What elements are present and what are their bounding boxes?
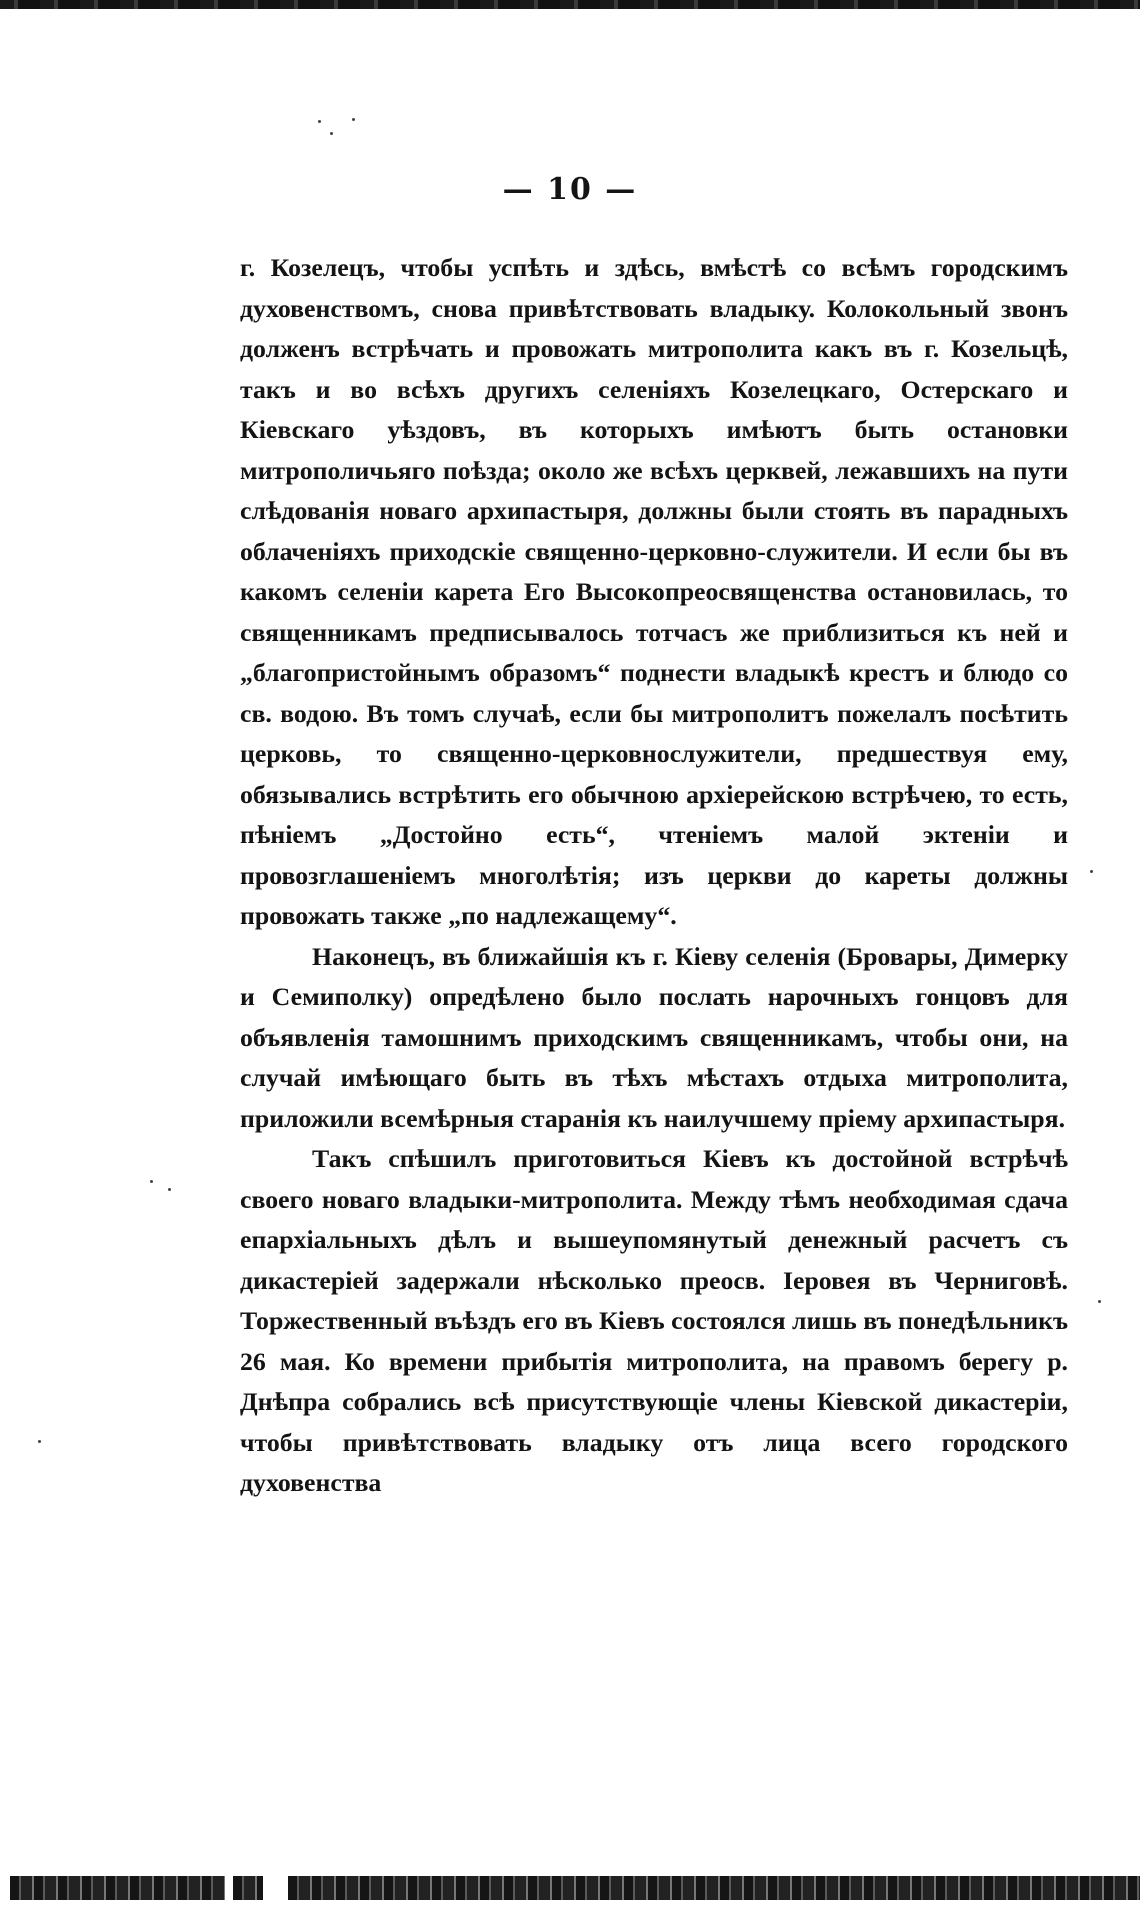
scan-speck [330,132,333,135]
paragraph-2: Наконецъ, въ ближайшія къ г. Кіеву селенія (Бровары, Димерку и Семиполку) опредѣлено было послать нарочныхъ гонцовъ для объявленія тамошнимъ приходскимъ священникамъ, чтобы они, на случай имѣющаго быть въ тѣхъ мѣстахъ отдыха митрополита, приложили всемѣрныя старанія къ наилучшему пріему архипастыря. [240,941,1068,1133]
scan-speck [352,118,355,121]
scan-speck [1098,1300,1101,1303]
scan-edge-top [0,0,1140,9]
scan-speck [168,1188,171,1191]
paragraph-3: Такъ спѣшилъ приготовиться Кіевъ къ достойной встрѣчѣ своего новаго владыки-митрополита. Между тѣмъ необходимая сдача епархіальныхъ дѣлъ и вышеупомянутый денежный расчетъ съ дикастеріей задержали нѣсколько преосв. Іеровея въ Черниговѣ. Торжественный въѣздъ его въ Кіевъ состоялся лишь въ понедѣльникъ 26 мая. Ко времени прибытія митрополита, на правомъ берегу р. Днѣпра собрались всѣ присутствующіе члены Кіевской дикастеріи, чтобы привѣтствовать владыку отъ лица всего городского духовенства [240,1144,1068,1497]
scan-edge-bottom-middle [233,1876,263,1900]
scan-speck [150,1180,153,1183]
scan-edge-bottom-right [288,1876,1140,1900]
scan-speck [38,1440,41,1443]
scan-speck [318,120,321,123]
body-text [240,248,1068,1504]
page-number: — 10 — [502,172,638,207]
scan-speck [1090,870,1093,873]
paragraph-1: г. Козелецъ, чтобы успѣть и здѣсь, вмѣстѣ со всѣмъ городскимъ духовенствомъ, снова привѣтствовать владыку. Колокольный звонъ долженъ встрѣчать и провожать митрополита какъ въ г. Козельцѣ, такъ и во всѣхъ другихъ селеніяхъ Козелецкаго, Остерскаго и Кіевскаго уѣздовъ, въ которыхъ имѣютъ быть остановки митрополичьяго поѣзда; около же всѣхъ церквей, лежавшихъ на пути слѣдованія новаго архипастыря, должны были стоять въ парадныхъ облаченіяхъ приходскіе священно-церковно-служители. И если бы въ какомъ селеніи карета Его Высокопреосвященства остановилась, то священникамъ предписывалось тотчасъ же приблизиться къ ней и „благопристойнымъ образомъ“ поднести владыкѣ крестъ и блюдо со св. водою. Въ томъ случаѣ, если бы митрополитъ пожелалъ посѣтить церковь, то священно-церковнослужители, предшествуя ему, обязывались встрѣтить его обычною архіерейскою встрѣчею, то есть, пѣніемъ „Достойно есть“, чтеніемъ малой эктеніи и провозглашеніемъ многолѣтія; изъ церкви до кареты должны провожать также „по надлежащему“. [240,253,1068,930]
scan-edge-bottom-left [10,1876,225,1900]
